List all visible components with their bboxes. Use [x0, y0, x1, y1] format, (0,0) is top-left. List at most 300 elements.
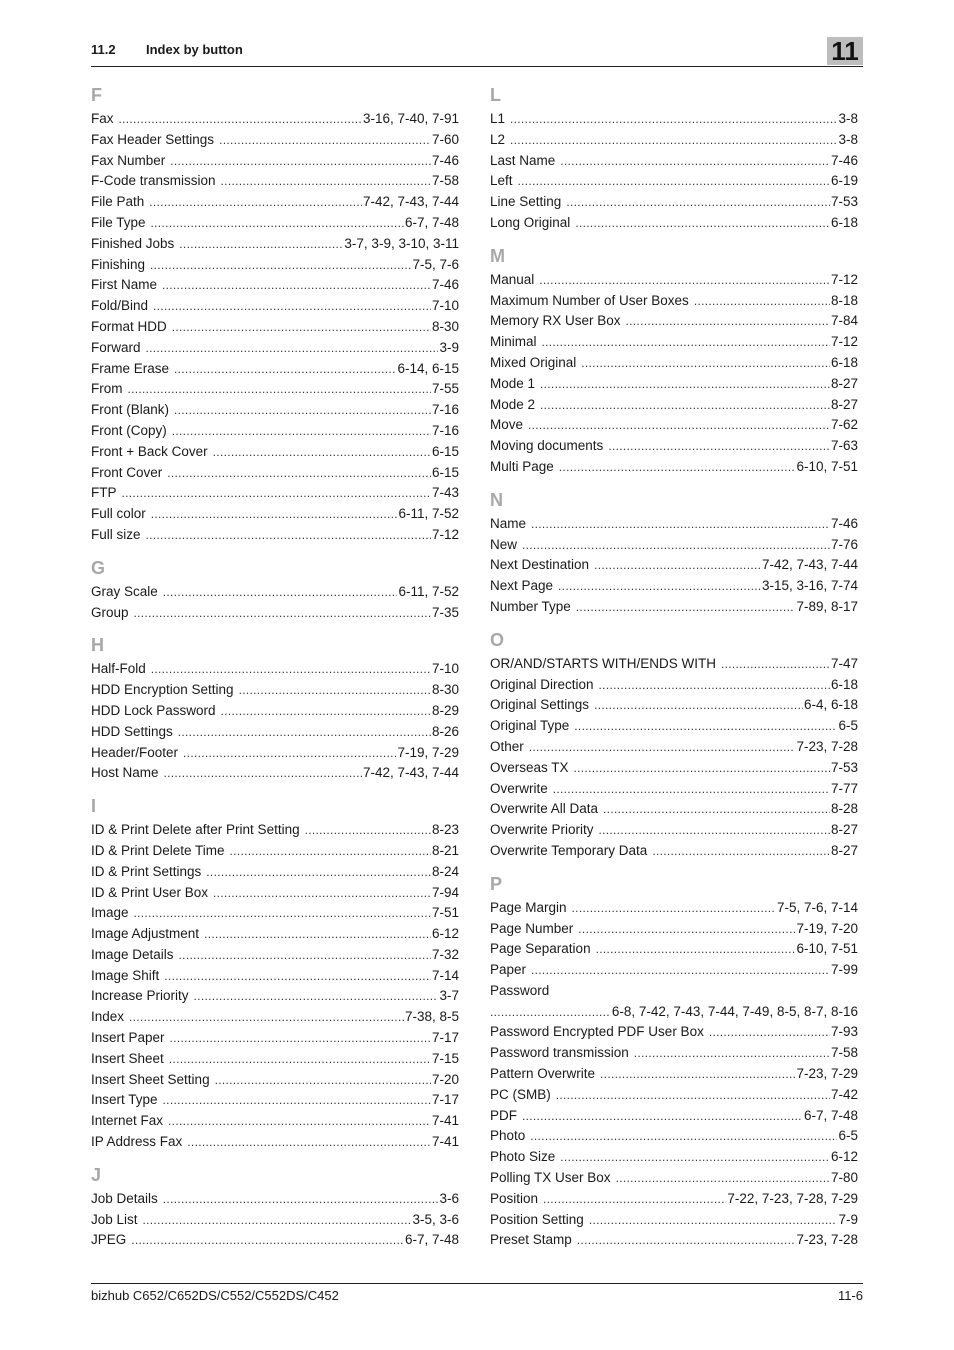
leader-dots	[540, 395, 830, 416]
leader-dots	[162, 275, 431, 296]
index-group	[91, 796, 459, 1153]
leader-dots	[179, 945, 431, 966]
entry-pages: 7-5, 7-6	[412, 256, 459, 272]
entry-pages: 7-41	[431, 1113, 459, 1129]
entry-term: Fax Header Settings	[91, 131, 215, 147]
index-entry	[91, 421, 459, 442]
leader-dots	[577, 1230, 796, 1251]
leader-dots	[530, 1126, 837, 1147]
leader-dots	[566, 192, 830, 213]
chapter-badge: 11	[827, 37, 863, 65]
entry-pages: 6-10, 7-51	[796, 458, 858, 474]
entry-pages: 7-32	[431, 946, 459, 962]
entry-pages: 6-7, 7-48	[803, 1107, 858, 1123]
leader-dots	[305, 820, 431, 841]
leader-dots	[149, 192, 362, 213]
footer-page-number: 11-6	[837, 1288, 863, 1303]
index-entry	[91, 234, 459, 255]
entry-term: Overwrite All Data	[490, 801, 599, 817]
index-entry	[91, 722, 459, 743]
index-letter: H	[91, 635, 104, 656]
leader-dots	[616, 1168, 830, 1189]
index-entry	[490, 939, 858, 960]
leader-dots	[603, 799, 830, 820]
entry-pages: 7-15	[431, 1050, 459, 1066]
entry-term: Half-Fold	[91, 661, 146, 677]
entry-pages: 7-53	[830, 194, 858, 210]
entry-pages: 7-23, 7-28	[796, 738, 858, 754]
index-entry	[91, 841, 459, 862]
entry-pages: 6-14, 6-15	[397, 360, 459, 376]
entry-pages: 7-10	[431, 661, 459, 677]
leader-dots	[490, 1002, 611, 1023]
index-entry	[490, 737, 858, 758]
leader-dots	[581, 353, 830, 374]
entry-pages: 8-28	[830, 801, 858, 817]
index-entry	[91, 525, 459, 546]
leader-dots	[553, 779, 830, 800]
leader-dots	[172, 421, 431, 442]
leader-dots	[560, 1147, 830, 1168]
entry-pages: 7-22, 7-23, 7-28, 7-29	[727, 1190, 858, 1206]
leader-dots	[518, 171, 830, 192]
entry-pages: 8-27	[830, 375, 858, 391]
entry-term: ID & Print Settings	[91, 863, 202, 879]
leader-dots	[131, 1230, 404, 1251]
index-entry	[490, 799, 858, 820]
entry-pages: 7-99	[830, 962, 858, 978]
entry-pages: 8-23	[431, 822, 459, 838]
leader-dots	[163, 1090, 431, 1111]
entry-term: FTP	[91, 485, 117, 501]
index-entry	[91, 255, 459, 276]
entry-term: Job Details	[91, 1190, 158, 1206]
leader-dots	[213, 883, 431, 904]
leader-dots	[531, 960, 830, 981]
leader-dots	[128, 379, 431, 400]
entry-term: Fax Number	[91, 152, 166, 168]
index-entry	[490, 981, 858, 1002]
leader-dots	[556, 1085, 830, 1106]
entry-pages: 6-18	[830, 354, 858, 370]
index-entry	[91, 820, 459, 841]
leader-dots	[599, 675, 830, 696]
entry-pages: 7-17	[431, 1092, 459, 1108]
index-entry	[490, 311, 858, 332]
index-entry	[91, 213, 459, 234]
entry-term: From	[91, 381, 123, 397]
entry-pages: 6-8, 7-42, 7-43, 7-44, 7-49, 8-5, 8-7, 8-16	[611, 1003, 858, 1019]
index-entry	[91, 743, 459, 764]
entry-pages: 6-15	[431, 464, 459, 480]
index-group	[490, 874, 858, 1252]
entry-term: Image Adjustment	[91, 926, 200, 942]
index-entry	[490, 1043, 858, 1064]
index-entry	[91, 862, 459, 883]
leader-dots	[219, 130, 431, 151]
entry-pages: 7-38, 8-5	[404, 1009, 459, 1025]
index-entry	[91, 1210, 459, 1231]
index-entry	[490, 841, 858, 862]
leader-dots	[151, 659, 431, 680]
leader-dots	[531, 514, 830, 535]
leader-dots	[167, 463, 431, 484]
entry-pages: 6-15	[431, 443, 459, 459]
entry-pages: 3-6	[439, 1190, 459, 1206]
entry-pages: 7-80	[830, 1170, 858, 1186]
entry-term: Insert Sheet Setting	[91, 1071, 210, 1087]
leader-dots	[574, 758, 830, 779]
entry-term: ID & Print User Box	[91, 884, 209, 900]
index-entry	[91, 945, 459, 966]
index-entry	[91, 966, 459, 987]
leader-dots	[151, 504, 398, 525]
entry-pages: 7-63	[830, 438, 858, 454]
leader-dots	[560, 151, 830, 172]
entry-term: Mode 2	[490, 396, 536, 412]
index-group	[490, 246, 858, 478]
index-entry	[490, 1168, 858, 1189]
index-entry	[490, 1147, 858, 1168]
entry-pages: 7-77	[830, 780, 858, 796]
entry-pages: 6-18	[830, 214, 858, 230]
leader-dots	[576, 597, 796, 618]
index-entry	[91, 296, 459, 317]
entry-term: HDD Settings	[91, 723, 173, 739]
index-entry	[490, 820, 858, 841]
entry-term: Original Type	[490, 718, 570, 734]
index-group	[490, 85, 858, 234]
index-entry	[490, 779, 858, 800]
entry-pages: 7-42, 7-43, 7-44	[362, 194, 459, 210]
index-entry	[490, 1210, 858, 1231]
entry-term: Image	[91, 905, 129, 921]
index-group	[490, 630, 858, 862]
leader-dots	[169, 1049, 431, 1070]
entry-term: Page Margin	[490, 899, 567, 915]
index-group	[91, 635, 459, 784]
index-group	[91, 1165, 459, 1251]
index-letter: P	[490, 873, 503, 894]
entry-term: L1	[490, 111, 506, 126]
index-entry	[490, 535, 858, 556]
entry-pages: 7-14	[431, 967, 459, 983]
index-entry	[490, 514, 858, 535]
entry-term: HDD Encryption Setting	[91, 682, 234, 698]
entry-pages: 3-7	[439, 988, 459, 1004]
index-entry	[490, 919, 858, 940]
index-entry	[91, 659, 459, 680]
index-entry	[91, 986, 459, 1007]
entry-term: Internet Fax	[91, 1113, 164, 1129]
entry-term: File Path	[91, 194, 145, 210]
leader-dots	[164, 763, 362, 784]
index-entry	[91, 1230, 459, 1251]
leader-dots	[151, 213, 404, 234]
index-group	[91, 85, 459, 546]
leader-dots	[510, 109, 837, 130]
entry-term: Frame Erase	[91, 360, 170, 376]
entry-pages: 7-60	[431, 131, 459, 147]
entry-term: OR/AND/STARTS WITH/ENDS WITH	[490, 655, 716, 671]
index-group	[91, 558, 459, 624]
entry-term: Insert Sheet	[91, 1050, 164, 1066]
entry-term: F-Code transmission	[91, 173, 216, 189]
index-entry	[91, 379, 459, 400]
entry-pages: 3-16, 7-40, 7-91	[362, 111, 459, 126]
entry-pages: 7-89, 8-17	[796, 598, 858, 614]
entry-pages: 8-30	[431, 682, 459, 698]
index-entry	[490, 960, 858, 981]
entry-pages: 7-43	[431, 485, 459, 501]
entry-term: Polling TX User Box	[490, 1170, 611, 1186]
entry-term: Memory RX User Box	[490, 313, 621, 329]
entry-term: Overseas TX	[490, 759, 569, 775]
entry-pages: 7-19, 7-20	[796, 920, 858, 936]
entry-pages: 8-18	[830, 292, 858, 308]
index-entry	[91, 483, 459, 504]
entry-pages: 6-18	[830, 676, 858, 692]
entry-pages: 6-7, 7-48	[404, 214, 459, 230]
entry-term: Last Name	[490, 152, 556, 168]
entry-term: Pattern Overwrite	[490, 1066, 596, 1082]
index-letter: N	[490, 489, 503, 510]
entry-pages: 7-46	[830, 152, 858, 168]
index-entry	[490, 213, 858, 234]
index-entry	[490, 1230, 858, 1251]
leader-dots	[652, 841, 830, 862]
leader-dots	[599, 820, 830, 841]
index-entry	[490, 597, 858, 618]
entry-term: Front (Blank)	[91, 402, 170, 418]
leader-dots	[572, 898, 776, 919]
index-entry	[91, 275, 459, 296]
index-entry	[91, 1007, 459, 1028]
leader-dots	[129, 1007, 404, 1028]
entry-term: Overwrite Priority	[490, 822, 594, 838]
index-letter: F	[91, 85, 102, 105]
entry-term: Password transmission	[490, 1045, 629, 1061]
entry-pages: 7-42	[830, 1086, 858, 1102]
entry-term: L2	[490, 131, 506, 147]
entry-pages: 3-15, 3-16, 7-74	[761, 578, 858, 594]
index-entry	[91, 1070, 459, 1091]
entry-pages: 3-8	[838, 111, 858, 126]
leader-dots	[694, 291, 830, 312]
index-entry	[91, 903, 459, 924]
leader-dots	[146, 338, 439, 359]
index-column-left	[91, 85, 459, 1251]
index-entry	[490, 1106, 858, 1127]
leader-dots	[134, 603, 431, 624]
leader-dots	[608, 436, 830, 457]
index-entry	[490, 270, 858, 291]
entry-pages: 7-58	[830, 1045, 858, 1061]
entry-term: Paper	[490, 962, 527, 978]
index-entry	[91, 463, 459, 484]
index-entry	[91, 1028, 459, 1049]
entry-pages: 3-5, 3-6	[412, 1211, 459, 1227]
index-entry	[490, 192, 858, 213]
index-entry	[490, 1002, 858, 1023]
entry-term: Insert Paper	[91, 1030, 165, 1046]
entry-pages: 7-46	[431, 277, 459, 293]
leader-dots	[206, 862, 431, 883]
index-entry	[490, 395, 858, 416]
entry-pages: 6-10, 7-51	[796, 941, 858, 957]
entry-pages: 6-5	[838, 718, 858, 734]
leader-dots	[215, 1070, 431, 1091]
entry-term: Next Destination	[490, 557, 590, 573]
index-entry	[490, 436, 858, 457]
entry-term: Mixed Original	[490, 354, 577, 370]
leader-dots	[558, 576, 761, 597]
entry-pages: 7-12	[830, 334, 858, 350]
entry-pages: 7-9	[838, 1211, 858, 1227]
entry-term: Page Separation	[490, 941, 591, 957]
leader-dots	[230, 841, 431, 862]
entry-term: Moving documents	[490, 438, 604, 454]
entry-pages: 7-55	[431, 381, 459, 397]
index-entry	[490, 171, 858, 192]
index-entry	[91, 151, 459, 172]
leader-dots	[634, 1043, 830, 1064]
entry-pages: 7-58	[431, 173, 459, 189]
entry-pages: 3-9	[439, 339, 459, 355]
page-header	[91, 36, 863, 67]
index-entry	[91, 603, 459, 624]
entry-pages: 7-16	[431, 422, 459, 438]
entry-term: Insert Type	[91, 1092, 158, 1108]
leader-dots	[146, 525, 431, 546]
entry-term: Maximum Number of User Boxes	[490, 292, 689, 308]
leader-dots	[170, 151, 431, 172]
leader-dots	[168, 1111, 431, 1132]
entry-term: Next Page	[490, 578, 554, 594]
entry-pages: 7-20	[431, 1071, 459, 1087]
index-entry	[490, 332, 858, 353]
entry-pages: 7-16	[431, 402, 459, 418]
leader-dots	[709, 1022, 830, 1043]
entry-pages: 7-76	[830, 536, 858, 552]
entry-pages: 7-42, 7-43, 7-44	[761, 557, 858, 573]
entry-term: Image Details	[91, 946, 174, 962]
entry-term: IP Address Fax	[91, 1134, 183, 1150]
entry-pages: 6-7, 7-48	[404, 1232, 459, 1248]
index-entry	[91, 109, 459, 130]
entry-term: Finishing	[91, 256, 146, 272]
leader-dots	[143, 1210, 412, 1231]
entry-pages: 7-12	[431, 526, 459, 542]
entry-pages: 7-53	[830, 759, 858, 775]
entry-pages: 7-41	[431, 1134, 459, 1150]
entry-pages: 6-19	[830, 173, 858, 189]
leader-dots	[539, 270, 830, 291]
index-entry	[91, 1090, 459, 1111]
index-letter: J	[91, 1164, 102, 1185]
entry-pages: 8-30	[431, 318, 459, 334]
entry-pages: 3-7, 3-9, 3-10, 3-11	[344, 235, 459, 251]
entry-pages: 7-23, 7-28	[796, 1232, 858, 1248]
leader-dots	[574, 716, 837, 737]
leader-dots	[164, 966, 431, 987]
index-entry	[490, 1085, 858, 1106]
leader-dots	[559, 457, 796, 478]
leader-dots	[119, 109, 362, 130]
index-entry	[91, 582, 459, 603]
index-entry	[91, 359, 459, 380]
entry-term: First Name	[91, 277, 158, 293]
entry-term: Original Direction	[490, 676, 594, 692]
index-entry	[490, 1022, 858, 1043]
entry-pages: 6-5	[838, 1128, 858, 1144]
leader-dots	[221, 171, 431, 192]
entry-term: Position	[490, 1190, 539, 1206]
leader-dots	[179, 234, 343, 255]
entry-pages: 6-12	[431, 926, 459, 942]
entry-term: Format HDD	[91, 318, 167, 334]
index-entry	[490, 109, 858, 130]
leader-dots	[170, 1028, 431, 1049]
entry-term: Full color	[91, 506, 146, 522]
entry-term: Header/Footer	[91, 744, 179, 760]
entry-term: Increase Priority	[91, 988, 189, 1004]
entry-pages: 6-11, 7-52	[398, 506, 459, 522]
index-entry	[91, 442, 459, 463]
entry-term: Other	[490, 738, 524, 754]
leader-dots	[183, 743, 396, 764]
entry-pages: 8-27	[830, 822, 858, 838]
leader-dots	[589, 1210, 838, 1231]
index-entry	[91, 883, 459, 904]
index-entry	[91, 400, 459, 421]
leader-dots	[172, 317, 431, 338]
entry-pages: 8-26	[431, 723, 459, 739]
entry-term: Manual	[490, 271, 535, 287]
entry-term: Line Setting	[490, 194, 562, 210]
leader-dots	[187, 1132, 431, 1153]
index-entry	[490, 555, 858, 576]
leader-dots	[626, 311, 830, 332]
entry-term: Photo	[490, 1128, 526, 1144]
index-letter: O	[490, 629, 505, 650]
entry-term: Multi Page	[490, 458, 554, 474]
index-column-right	[490, 85, 858, 1251]
entry-pages: 7-47	[830, 655, 858, 671]
index-entry	[91, 763, 459, 784]
entry-pages: 7-94	[431, 884, 459, 900]
leader-dots	[194, 986, 439, 1007]
entry-pages: 7-46	[431, 152, 459, 168]
leader-dots	[522, 535, 830, 556]
entry-term: Left	[490, 173, 513, 189]
leader-dots	[178, 722, 431, 743]
leader-dots	[163, 1189, 439, 1210]
leader-dots	[174, 400, 431, 421]
entry-pages: 7-17	[431, 1030, 459, 1046]
entry-term: Number Type	[490, 598, 571, 614]
entry-term: Gray Scale	[91, 583, 158, 599]
leader-dots	[542, 332, 830, 353]
entry-term: Long Original	[490, 214, 571, 230]
entry-pages: 7-93	[830, 1024, 858, 1040]
entry-pages: 8-21	[431, 842, 459, 858]
index-entry	[490, 898, 858, 919]
entry-term: Fax	[91, 111, 114, 126]
entry-pages: 8-27	[830, 396, 858, 412]
entry-term: Overwrite	[490, 780, 548, 796]
leader-dots	[239, 680, 431, 701]
